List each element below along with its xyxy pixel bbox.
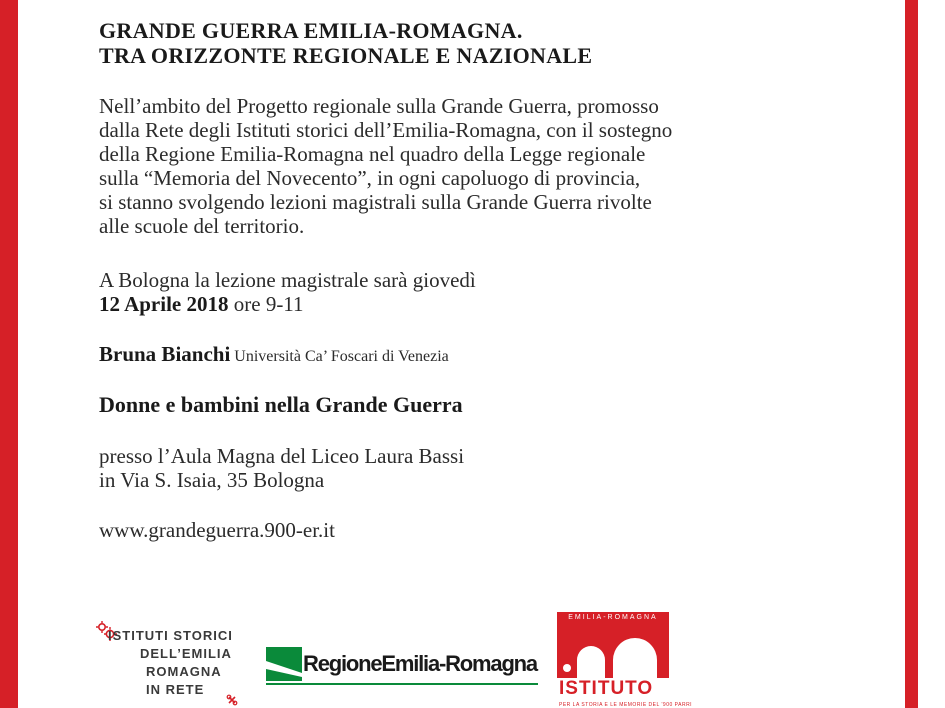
speaker-affiliation: Università Ca’ Foscari di Venezia (234, 348, 449, 365)
regione-name: RegioneEmilia-Romagna (303, 651, 537, 676)
regione-emilia-romagna-logo (266, 645, 538, 685)
event-time: ore 9-11 (233, 292, 304, 316)
event-date: 12 Aprile 2018 (99, 292, 229, 316)
istituto-subtitle: PER LA STORIA E LE MEMORIE DEL '900 PARRI (559, 702, 693, 708)
event-datetime (99, 292, 476, 316)
event-when (99, 268, 476, 316)
title-line-1: GRANDE GUERRA EMILIA-ROMAGNA. (99, 18, 523, 43)
istituti-line-2: DELL’EMILIA (140, 646, 232, 661)
istituto-word: ISTITUTO (559, 678, 654, 699)
intro-line: della Regione Emilia-Romagna nel quadro della Legge regionale (99, 142, 646, 166)
intro-line: dalla Rete degli Istituti storici dell’Emilia-Romagna, con il sostegno (99, 118, 673, 142)
istituto-parri-logo (557, 612, 693, 708)
istituto-top-label: EMILIA-ROMAGNA (557, 612, 669, 624)
left-red-border (0, 0, 18, 708)
venue-line-2: in Via S. Isaia, 35 Bologna (99, 468, 325, 492)
venue (99, 444, 464, 492)
istituti-line-4: IN RETE (146, 682, 205, 697)
speaker (99, 342, 449, 367)
right-red-border (905, 0, 918, 708)
regione-flag-icon (266, 647, 302, 681)
intro-paragraph (99, 94, 859, 238)
venue-line-1: presso l’Aula Magna del Liceo Laura Bassi (99, 444, 465, 468)
istituti-line-3: ROMAGNA (146, 664, 222, 679)
intro-line: sulla “Memoria del Novecento”, in ogni capoluogo di provincia, (99, 166, 641, 190)
knot-icon (226, 694, 238, 706)
istituti-line-1: ISTITUTI STORICI (108, 628, 233, 643)
event-announce: A Bologna la lezione magistrale sarà giovedì (99, 268, 476, 292)
istituti-storici-logo (96, 620, 246, 706)
intro-line: si stanno svolgendo lezioni magistrali sulla Grande Guerra rivolte (99, 190, 652, 214)
page-title (99, 18, 592, 68)
intro-line: Nell’ambito del Progetto regionale sulla Grande Guerra, promosso (99, 94, 659, 118)
regione-underline (266, 683, 538, 685)
speaker-name: Bruna Bianchi (99, 342, 231, 366)
website-link[interactable]: www.grandeguerra.900-er.it (99, 518, 335, 542)
intro-line: alle scuole del territorio. (99, 214, 305, 238)
title-line-2: TRA ORIZZONTE REGIONALE E NAZIONALE (99, 43, 593, 68)
arches-icon (557, 624, 669, 678)
talk-title: Donne e bambini nella Grande Guerra (99, 392, 463, 417)
